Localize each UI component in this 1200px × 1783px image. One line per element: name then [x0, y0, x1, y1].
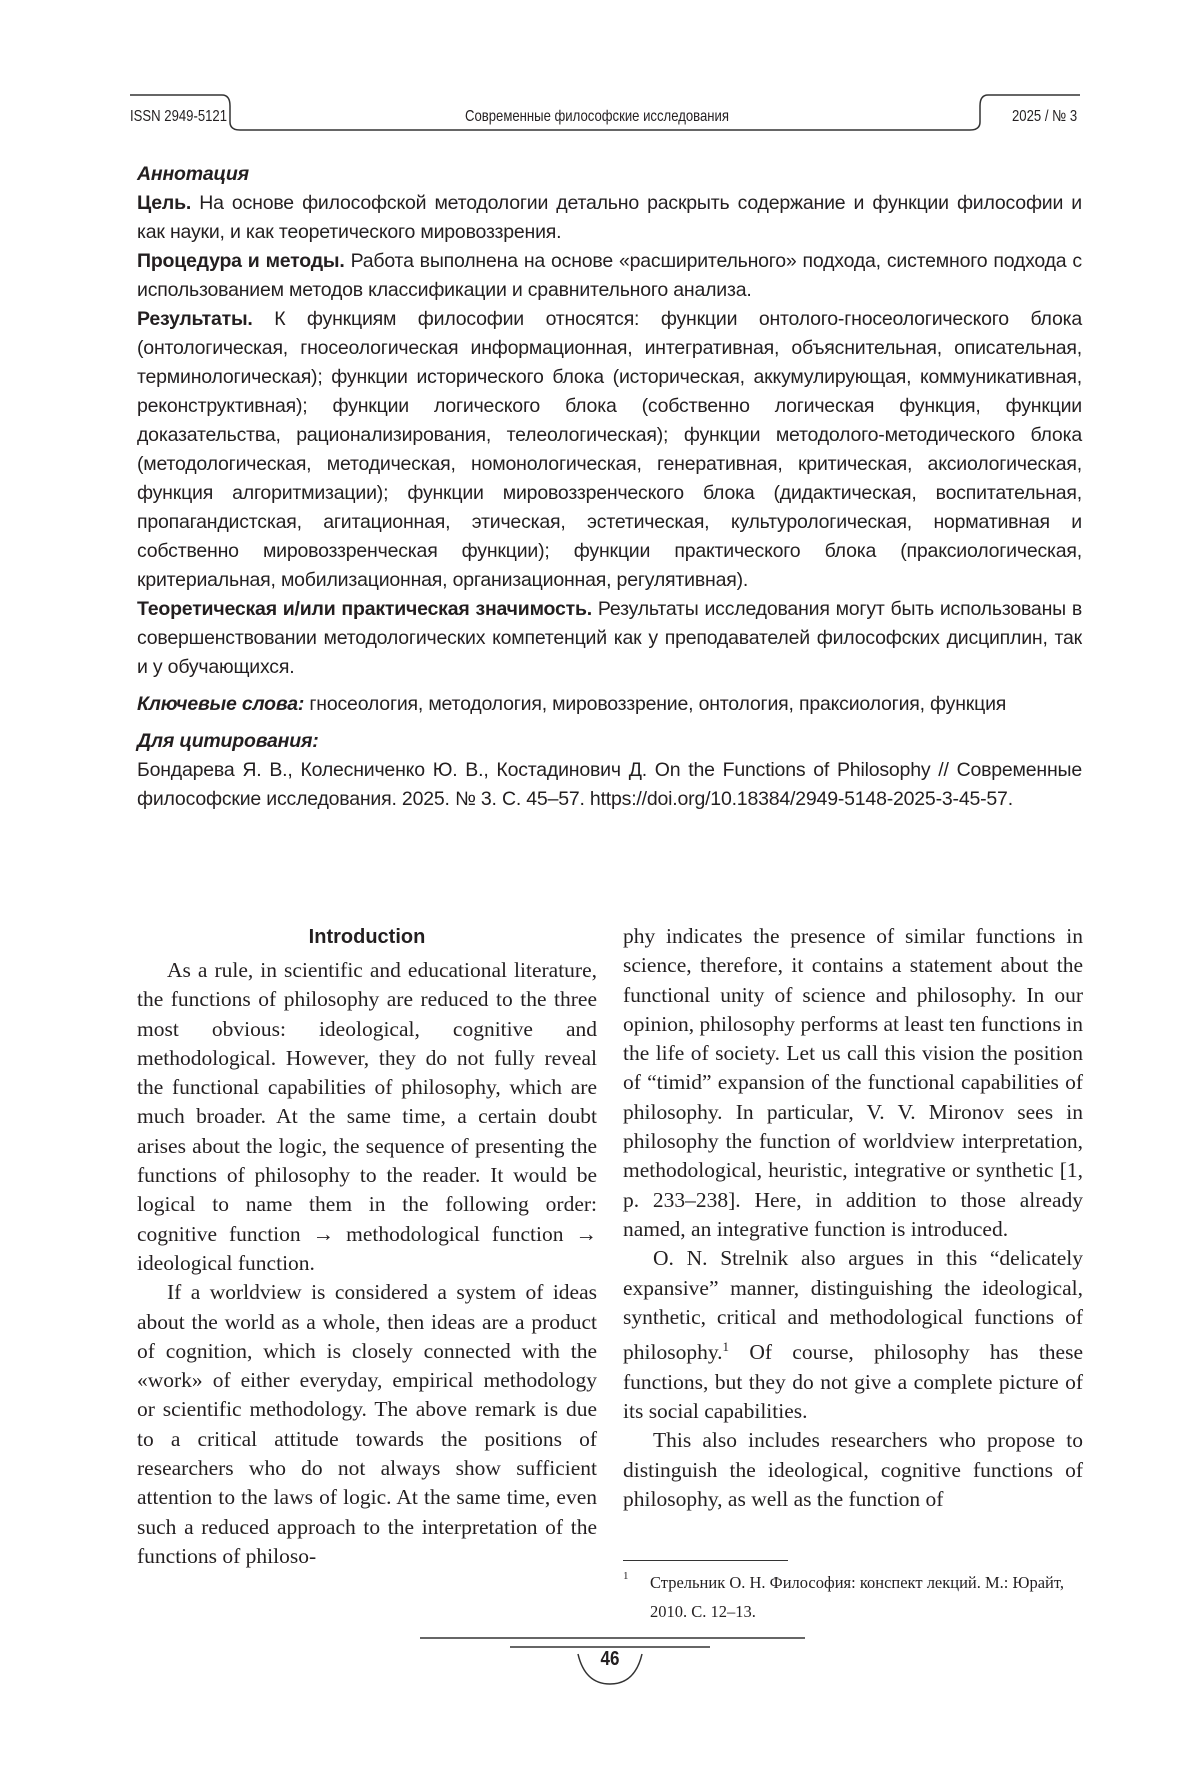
- goal-label: Цель.: [137, 192, 191, 214]
- keywords-label: Ключевые слова:: [137, 693, 304, 715]
- keywords: [137, 690, 1082, 719]
- paragraph: As a rule, in scientific and educational literature, the functions of philosophy are reduced to the three most obvious: ideological, cognitive and methodological. However, they do not fully reveal the functional capabilities of philosophy, which are much broader. At the same time, a certain doubt arises about the logic, the sequence of presenting the functions of philosophy to the reader. It would be logical to name them in the following order: cognitive function → methodological function → ideological function.: [137, 956, 597, 1278]
- footnote: [623, 1568, 1083, 1626]
- footnote-divider: [623, 1560, 788, 1561]
- significance-label: Теоретическая и/или практическая значимость.: [137, 598, 592, 620]
- significance-text: Результаты исследования могут быть использованы в совершенствовании методологических компетенций как у преподавателей философских дисциплин, так и у обучающихся.: [137, 598, 1082, 678]
- issue-number: 2025 / № 3: [1012, 108, 1077, 126]
- results-text: К функциям философии относятся: функции онтолого-гносеологического блока (онтологическая, гносеологическая информационная, интегративная, объяснительная, описательная, терминологическая); функции исторического блока (историческая, аккумулирующая, коммуникативная, реконструктивная); функции логического блока (собственно логическая функция, функции доказательства, рационализирования, телеологическая); функции методолого-методического блока (методологическая, методическая, номонологическая, генеративная, критическая, аксиологическая, функция алгоритмизации); функции мировоззренческого блока (дидактическая, воспитательная, пропагандистская, агитационная, этическая, эстетическая, культурологическая, нормативная и собственно мировоззренческая функции); функции практического блока (праксиологическая, критериальная, мобилизационная, организационная, регулятивная).: [137, 308, 1082, 591]
- paragraph-text: Of course, philosophy has these functions, but they do not give a complete picture of its social capabilities.: [623, 1340, 1083, 1423]
- cite-text-content: Бондарева Я. В., Колесниченко Ю. В., Костадинович Д. On the Functions of Philosophy // Современные философские исследования. 2025. № 3. С. 45–57. https://doi.org/10.18384/2949-5148-2025-3-45-57.: [137, 759, 1082, 810]
- methods-label: Процедура и методы.: [137, 250, 345, 272]
- issn: ISSN 2949-5121: [130, 108, 227, 126]
- methods-text: Работа выполнена на основе «расширительного» подхода, системного подхода с использованием методов классификации и сравнительного анализа.: [137, 250, 1082, 301]
- paragraph: [623, 1244, 1083, 1426]
- footnote-number: 1: [623, 1562, 629, 1591]
- paragraph: If a worldview is considered a system of ideas about the world as a whole, then ideas are a product of cognition, which is closely connected with the «work» of either everyday, empirical methodology or scientific methodology. The above remark is due to a critical attitude towards the positions of researchers who do not always show sufficient attention to the laws of logic. At the same time, even such a reduced approach to the interpretation of the functions of philoso-: [137, 1278, 597, 1571]
- running-header: [130, 92, 1080, 142]
- left-column: [137, 922, 597, 1571]
- goal-text: На основе философской методологии детально раскрыть содержание и функции философии и как науки, и как теоретического мировоззрения.: [137, 192, 1082, 243]
- results-label: Результаты.: [137, 308, 253, 330]
- paragraph-text: O. N. Strelnik also argues in this “delicately expansive” manner, distinguishing the ideological, synthetic, critical and methodological functions of philosophy.: [623, 1246, 1083, 1364]
- footnote-ref[interactable]: 1: [723, 1339, 730, 1354]
- footnote-text: Стрельник О. Н. Философия: конспект лекций. М.: Юрайт, 2010. С. 12–13.: [623, 1568, 1083, 1626]
- journal-title: Современные философские исследования: [465, 108, 729, 126]
- section-heading: Introduction: [137, 922, 597, 952]
- keywords-text: гносеология, методология, мировоззрение, онтология, праксиология, функция: [309, 693, 1006, 715]
- paragraph: phy indicates the presence of similar functions in science, therefore, it contains a statement about the functional unity of science and philosophy. In our opinion, philosophy performs at least ten functions in the life of society. Let us call this vision the position of “timid” expansion of the functional capabilities of philosophy. In particular, V. V. Mironov sees in philosophy the function of worldview interpretation, methodological, heuristic, integrative or synthetic [1, p. 233–238]. Here, in addition to those already named, an integrative function is introduced.: [623, 922, 1083, 1244]
- cite-text: [137, 756, 1082, 814]
- abstract-methods: [137, 247, 1082, 305]
- abstract-title: Аннотация: [137, 160, 1082, 189]
- abstract-results: [137, 305, 1082, 595]
- cite-label: Для цитирования:: [137, 727, 1082, 756]
- abstract: [137, 160, 1082, 814]
- paragraph: This also includes researchers who propose to distinguish the ideological, cognitive functions of philosophy, as well as the function of: [623, 1426, 1083, 1514]
- abstract-significance: [137, 595, 1082, 682]
- abstract-goal: [137, 189, 1082, 247]
- right-column: [623, 922, 1083, 1514]
- page-number: 46: [585, 1648, 636, 1671]
